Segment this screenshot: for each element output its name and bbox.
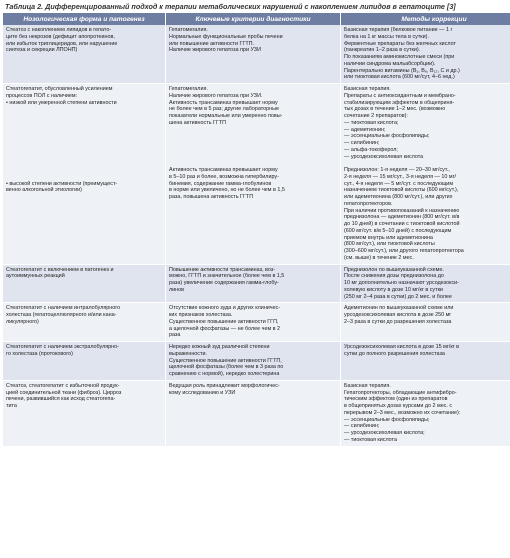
cell-text-line: сравнению с нормой), нередко холестерина [169,371,280,377]
cell-text-line: Отсутствие кожного зуда и других клиничес- [169,305,281,312]
cell-text-line: Урсодезоксихолевая кислота в дозе 15 мг/кг в [344,344,460,350]
cell-text-line: холевую кислоту в дозе 10 мг/кг в сутки [344,286,443,293]
cell-text-line: • низкой или умеренной степени активности [6,99,117,106]
criteria-cell [166,84,341,265]
cell-text-line: — тиоктовая кислота [344,436,397,443]
cell-text-line: (панкреатин 1–2 раза в сутки). [344,47,421,54]
criteria-cell [166,342,341,381]
cell-text-line: Стеатоз, стеатогепатит с избыточной продук- [6,382,120,389]
cell-text-line: — урсодезоксихолевая кислота; [344,430,425,436]
cell-text-line: Ведущая роль принадлежит морфологичес- [169,382,280,389]
cell-text-line: 2–3 раза в сутки до разрешения холестаза [344,318,452,325]
cell-text-line: Гепатомегалия. [169,86,208,92]
cell-text-line: Стеатогепатит, обусловленный усилением [6,86,113,92]
therapy-table [3,13,510,447]
cell-text-line: ликулярного) [6,318,39,325]
cell-text-line: • высокой степени активности (преимущест- [6,180,118,187]
nosology-cell [3,380,166,446]
methods-cell [341,303,510,342]
cell-text-line: или тиоктовая кислота (600 мг/сут, 4–6 нед.) [344,74,455,81]
cell-text-line: Преднизолон: 1-я неделя — 20–30 мг/сут., [344,167,450,173]
cell-text-line: 10 мг дополнительно назначают урсодезокси- [344,280,459,286]
criteria-cell [166,303,341,342]
cell-text-line: ците без некрозов (дефицит апопротеинов, [6,33,115,40]
cell-text-line: до 10 дней) в сочетании с тиоктовой кислотой [344,221,460,227]
cell-text-line: После снижения дозы преднизолона до [344,273,444,280]
cell-text-line: назначением тиоктовой кислоты (600 мг/сут.), [344,187,459,194]
cell-text-line [6,120,162,127]
cell-text-line: шена активность ГГТП [169,119,227,126]
cell-text-line: Стеатогепатит с наличием экстралобулярно- [6,344,119,350]
cell-text-line: Парентерально витамины (B₁, B₆, B₁₂, C и др.) [344,67,460,74]
cell-text-line: — альфа-токоферол; [344,146,398,153]
cell-text-line [6,127,162,134]
cell-text-line: бинемия, содержание гамма-глобулинов [169,180,272,187]
cell-text-line: белка на 1 кг массы тела в сутки). [344,33,429,40]
cell-text-line: в норме или увеличено, но не более чем в 1,5 [169,187,285,194]
methods-cell [341,25,510,84]
cell-text-line [169,160,337,167]
cell-text-line: аутоиммунных реакций [6,273,65,280]
nosology-cell [3,303,166,342]
cell-text-line: раза) увеличение содержания гамма-глобу- [169,280,279,286]
cell-text-line: ких признаков холестаза. [169,312,233,318]
cell-text-line: Препараты с антиоксидантным и мембрано- [344,92,456,99]
cell-text-line: гепатопротекторов. [344,200,393,207]
cell-text-line: или повышение активности ГГТП. [169,40,255,47]
cell-text-line: а щелочной фосфатазы — не более чем в 2 [169,325,281,332]
cell-text-line: Базисная терапия. [344,86,391,92]
table-header-row [3,13,510,25]
cell-text-line: или адеметионина (800 мг/сут.), или других [344,194,453,200]
nosology-cell [3,84,166,265]
cell-text-line: Преднизолон по вышеуказанной схеме. [344,266,444,273]
table-row [3,84,510,265]
cell-text-line: Существенное повышение активности ГГТП, [169,357,282,364]
cell-text-line: раза, повышена активность ГГТП [169,194,254,200]
methods-cell [341,264,510,303]
cell-text-line: (300–600 мг/сут.), или другого гепатопротектора [344,248,464,254]
cell-text-line: Стеатогепатит с включением в патогенез и [6,266,114,273]
cell-text-line: печени, развившийся как исход стеатогепа- [6,396,116,403]
criteria-cell [166,264,341,303]
cell-text-line: линов [169,286,184,293]
methods-cell [341,84,510,265]
cell-text-line: урсодезоксихолевая кислота в дозе 250 мг [344,312,452,318]
cell-text-line [6,113,162,120]
table-row [3,303,510,342]
cell-text-line: синтеза и секреции ЛПОНП) [6,47,78,54]
cell-text-line: Базисная терапия (белковое питание — 1 г [344,27,453,33]
cell-text-line: Наличие жирового гепатоза при УЗИ. [169,92,263,99]
cell-text-line: Стеатоз с накоплением липидов в гепато- [6,27,112,33]
cell-text-line [6,160,162,167]
table-row [3,342,510,381]
cell-text-line: раза [169,332,181,339]
cell-text-line: 2-я неделя — 15 мг/сут., 3-я неделя — 10 мг/ [344,173,457,180]
cell-text-line: Активность трансаминаз превышает норму [169,167,278,173]
header-nosology: Нозологическая форма и патогенез [3,13,166,25]
cell-text-line: в 5–10 раз и более, возможна гипербилиру- [169,173,279,180]
cell-text-line: Гепатопротекторы, обладающие антифибро- [344,389,457,396]
cell-text-line: или избыток триглицеридов, или нарушение [6,40,118,47]
cell-text-line: Нормальные функциональные пробы печени [169,33,283,40]
nosology-cell [3,342,166,381]
cell-text-line: Ферментные препараты без желчных кислот [344,40,456,47]
cell-text-line: тическим эффектом (один из препаратов [344,396,448,403]
cell-text-line: — силибинин; [344,140,380,146]
cell-text-line: можно, ГГТП и значительное (более чем в 1,5 [169,273,285,280]
cell-text-line: холестаза (гепатоцеллюлярного и/или кана- [6,312,117,318]
cell-text-line [6,147,162,154]
cell-text-line [169,147,337,154]
cell-text-line [6,140,162,147]
methods-cell [341,342,510,381]
cell-text-line: венно алкогольной этиологии) [6,187,82,194]
cell-text-line [169,127,337,134]
cell-text-line: — эссенциальные фосфолипиды; [344,416,430,423]
header-diagnostic-criteria: Ключевые критерии диагностики [166,13,341,25]
cell-text-line: Активность трансаминаз превышает норму [169,99,278,106]
cell-text-line: По показаниям аминокислотные смеси (при [344,54,455,60]
cell-text-line: Наличие жирового гепатоза при УЗИ [169,47,261,54]
cell-text-line: сочетание 2 препаратов): [344,113,408,119]
cell-text-line: перерывом 2–3 мес., возможно их сочетание): [344,409,461,416]
nosology-cell [3,264,166,303]
cell-text-line [6,106,162,113]
cell-text-line: цией соединительной ткани (фиброз). Цирроз [6,389,122,396]
cell-text-line: тых дозах в течение 1–2 мес. (возможно [344,106,446,113]
cell-text-line: го холестаза (протокового) [6,350,73,357]
cell-text-line [169,154,337,161]
cell-text-line: стабилизирующим эффектом в общеприня- [344,99,455,106]
nosology-cell [3,25,166,84]
cell-text-line: выраженности. [169,350,207,357]
cell-text-line: сут., 4-я неделя — 5 мг/сут. с последующим [344,180,454,187]
cell-text-line: наличии синдрома мальабсорбции). [344,60,436,67]
table-body [3,25,510,446]
cell-text-line: сутки до полного разрешения холестаза [344,350,445,357]
cell-text-line: щелочной фосфатазы (более чем в 3 раза по [169,364,284,371]
cell-text-line: Существенное повышение активности ГГП, [169,318,279,325]
table-row [3,264,510,303]
cell-text-line: приемом внутрь или адеметионина [344,234,433,241]
cell-text-line [6,167,162,174]
cell-text-line: (250 мг 2–4 раза в сутки) до 2 мес. и более [344,293,452,300]
cell-text-line: кому исследованию и УЗИ [169,389,236,396]
cell-text-line [169,133,337,140]
cell-text-line: (800 мг/сут.), или тиоктовой кислоты [344,241,435,248]
cell-text-line: (600 мг/сут. в/в 5–10 дней) с последующим [344,227,452,234]
criteria-cell [166,25,341,84]
cell-text-line [6,133,162,140]
cell-text-line: преднизолона — адеметионин (800 мг/сут. в/в [344,214,460,221]
cell-text-line: Адеметионин по вышеуказанной схеме или [344,305,454,312]
cell-text-line: При наличии противопоказаний к назначению [344,207,460,214]
cell-text-line: не более чем в 5 раз; другие лабораторные [169,106,279,113]
cell-text-line: Повышение активности трансаминаз, воз- [169,266,276,273]
cell-text-line: Нередко кожный зуд различной степени [169,344,270,350]
cell-text-line: (см. выше) в течение 2 мес. [344,254,414,261]
cell-text-line [6,154,162,161]
table-row [3,380,510,446]
table-row [3,25,510,84]
cell-text-line: Стеатогепатит с наличием интралобулярного [6,305,121,312]
criteria-cell [166,380,341,446]
cell-text-line: процессов ПОЛ с наличием: [6,92,78,99]
cell-text-line: показатели нормальные или умеренно повы- [169,113,283,119]
cell-text-line [344,160,510,167]
methods-cell [341,380,510,446]
table-caption: Таблица 2. Дифференцированный подход к терапии метаболических нарушений с накоплением липидов в гепатоците [3] [5,2,456,11]
cell-text-line: — силибинин; [344,423,380,430]
cell-text-line [169,140,337,147]
header-correction-methods: Методы коррекции [341,13,510,25]
cell-text-line: — тиоктовая кислота; [344,119,399,126]
cell-text-line: Гепатомегалия. [169,27,208,33]
cell-text-line: — адеметионин; [344,126,386,133]
cell-text-line: тита [6,403,17,409]
cell-text-line: — эссенциальные фосфолипиды; [344,133,430,140]
cell-text-line: в общепринятых дозах курсами до 2 мес. с [344,403,453,409]
cell-text-line [6,174,162,181]
cell-text-line: — урсодезоксихолевая кислота [344,153,424,160]
cell-text-line: Базисная терапия. [344,382,391,389]
